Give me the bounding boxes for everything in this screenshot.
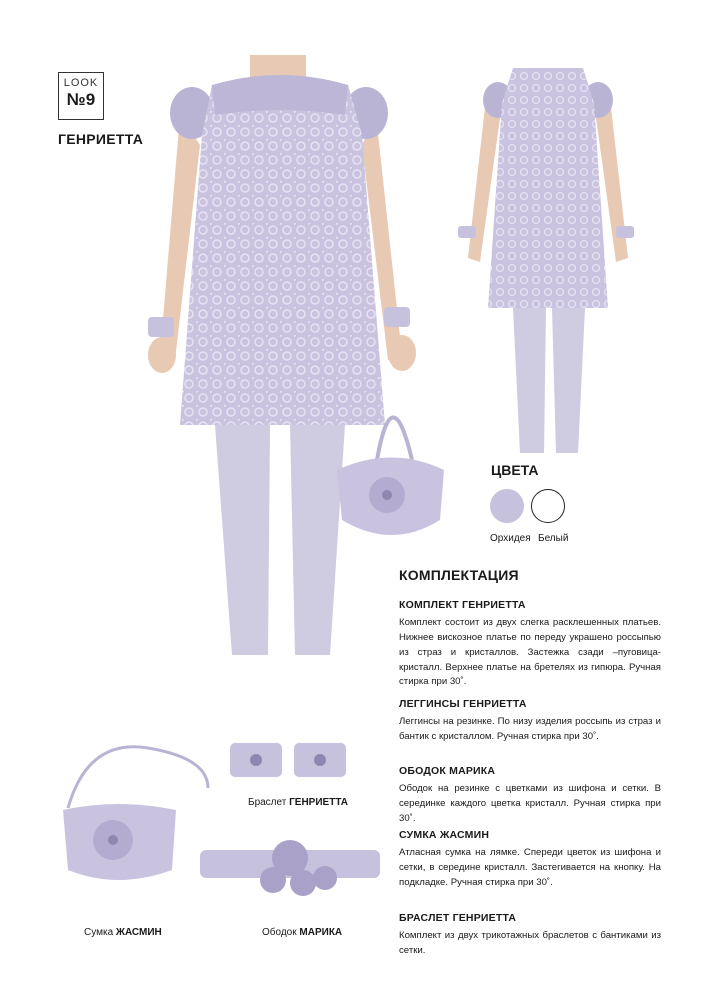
caption-bracelet (248, 797, 348, 808)
bracelets-photo (228, 740, 348, 782)
kit-item-text: Комплект состоит из двух слегка расклешенных платьев. Нижнее вискозное платье по переду украшено россыпью из страз и кристаллов. Застежка сзади –пуговица-кристалл. Верхнее платье на бретелях из гипюра. Ручная стирка при 30˚. (399, 617, 661, 688)
caption-bag (84, 927, 162, 938)
caption-prefix: Сумка (84, 927, 114, 938)
kit-item-title: БРАСЛЕТ ГЕНРИЕТТА (399, 912, 517, 924)
colors-title: ЦВЕТА (491, 462, 539, 478)
kit-item-bracelet (399, 912, 661, 959)
color-label-orchid: Орхидея (490, 533, 531, 544)
model-name: ГЕНРИЕТТА (58, 131, 144, 147)
color-swatch-orchid (490, 489, 524, 523)
kit-item-title: ЛЕГГИНСЫ ГЕНРИЕТТА (399, 698, 527, 710)
caption-name: МАРИКА (299, 927, 343, 938)
caption-headband (262, 927, 342, 938)
caption-prefix: Ободок (262, 927, 297, 938)
color-swatch-white (531, 489, 565, 523)
kit-item-bag (399, 829, 661, 891)
model-front-photo (140, 55, 430, 665)
look-number: №9 (66, 90, 96, 109)
kit-item-title: КОМПЛЕКТ ГЕНРИЕТТА (399, 599, 526, 611)
kit-title: КОМПЛЕКТАЦИЯ (399, 567, 519, 583)
kit-item-text: Леггинсы на резинке. По низу изделия россыпь из страз и бантик с кристаллом. Ручная стирка при 30˚. (399, 716, 661, 742)
handbag-held-photo (332, 375, 452, 545)
kit-item-text: Ободок на резинке с цветками из шифона и сетки. В серединке каждого цветка кристалл. Ручная стирка при 30˚. (399, 783, 661, 824)
kit-item-title: СУМКА ЖАСМИН (399, 829, 490, 841)
look-label: LOOK (63, 77, 99, 89)
color-label-white: Белый (538, 533, 569, 544)
bag-photo (58, 738, 218, 888)
caption-name: ЖАСМИН (115, 927, 162, 938)
caption-name: ГЕНРИЕТТА (289, 797, 349, 808)
caption-prefix: Браслет (248, 797, 287, 808)
kit-item-title: ОБОДОК МАРИКА (399, 765, 496, 777)
look-badge (58, 72, 104, 120)
kit-item-text: Атласная сумка на лямке. Спереди цветок из шифона и сетки, в середине кристалл. Застегивается на кнопку. На подкладке. Ручная стирка при 30˚. (399, 847, 661, 888)
kit-item-text: Комплект из двух трикотажных браслетов с бантиками из сетки. (399, 930, 661, 956)
kit-item-leggings (399, 698, 661, 745)
kit-item-set (399, 599, 661, 690)
headband-photo (195, 828, 385, 908)
model-back-photo (458, 58, 638, 458)
kit-item-headband (399, 765, 661, 827)
